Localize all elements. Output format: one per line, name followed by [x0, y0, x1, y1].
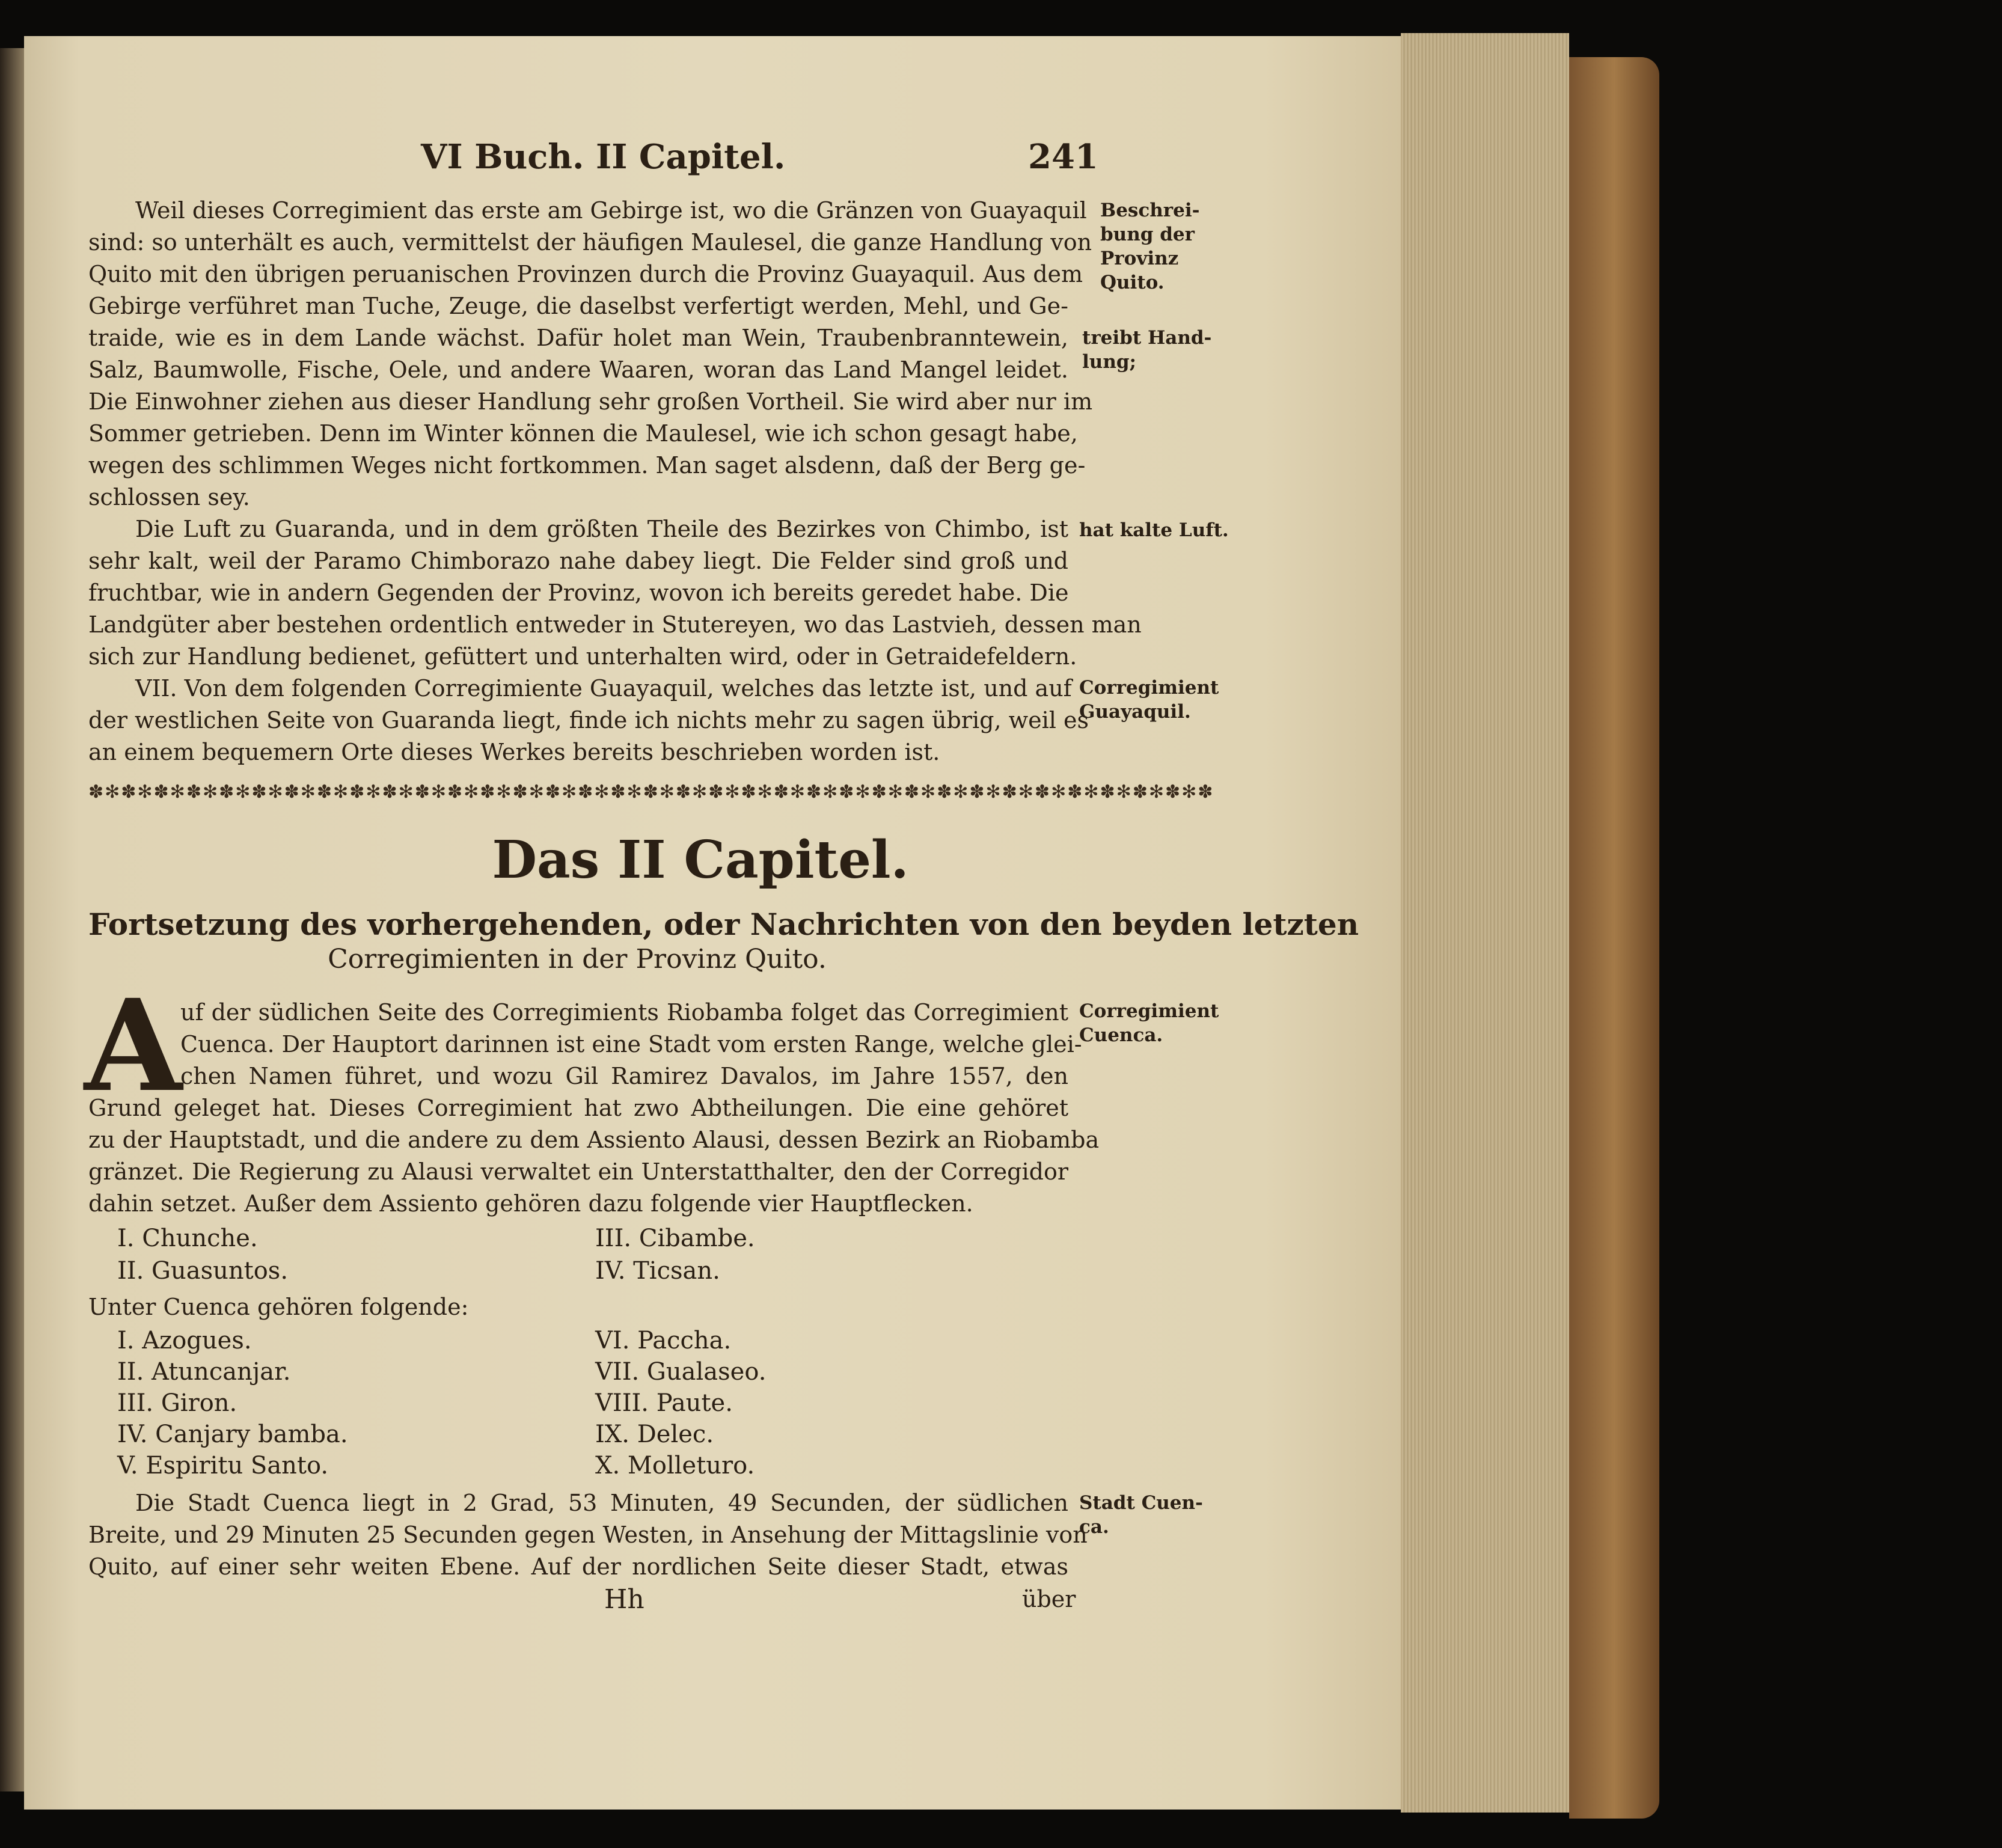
list-item: II. Guasuntos.	[117, 1257, 289, 1285]
text-line: sich zur Handlung bedienet, gefüttert und unterhalten wird, oder in Getraidefeldern.	[88, 643, 1077, 670]
text-line: Quito mit den übrigen peruanischen Provinzen durch die Provinz Guayaquil. Aus dem	[88, 261, 1083, 287]
sidenote-cuenca	[1079, 999, 1219, 1047]
ornamental-divider: ✽✻✽✻✽✻✽✻✽✻✽✻✽✻✽✻✽✻✽✻✽✻✽✻✽✻✽✻✽✻✽✻✽✻✽✻✽✻✽✻✽✻✽✻✽✻✽✻✽✻✽✻✽✻✽✻✽✻✽✻✽✻✽✻✽✻✽✻✽	[88, 782, 1214, 803]
sidenote-stadt-cuenca	[1079, 1491, 1203, 1539]
list-item: V. Espiritu Santo.	[117, 1452, 329, 1479]
text-line: Die Einwohner ziehen aus dieser Handlung sehr großen Vortheil. Sie wird aber nur im	[88, 388, 1093, 415]
sidenote-kalte-luft	[1079, 518, 1229, 542]
text-line: gränzet. Die Regierung zu Alausi verwaltet ein Unterstatthalter, den der Corregidor	[88, 1158, 1068, 1185]
text-line: Quito, auf einer sehr weiten Ebene. Auf der nordlichen Seite dieser Stadt, etwas	[88, 1553, 1068, 1580]
text-line: Weil dieses Corregimient das erste am Gebirge ist, wo die Gränzen von Guayaquil	[135, 197, 1087, 224]
sidenote-line: Beschrei-	[1100, 200, 1200, 221]
list-item: III. Cibambe.	[595, 1225, 755, 1252]
sidenote-line: Provinz	[1100, 248, 1179, 269]
signature-mark: Hh	[604, 1584, 644, 1615]
page-number: 241	[1028, 137, 1098, 177]
chapter-subtitle-continued: Corregimienten in der Provinz Quito.	[328, 944, 827, 974]
sidenote-line: lung;	[1082, 351, 1136, 373]
text-line: Gebirge verführet man Tuche, Zeuge, die daselbst verfertigt werden, Mehl, und Ge-	[88, 293, 1068, 319]
text-line: Salz, Baumwolle, Fische, Oele, und andere Waaren, woran das Land Mangel leidet.	[88, 356, 1068, 383]
sidenote-line: Corregimient	[1079, 677, 1219, 699]
list-item: X. Molleturo.	[595, 1452, 755, 1479]
previous-page-edge	[0, 48, 24, 1791]
text-line: Landgüter aber bestehen ordentlich entweder in Stutereyen, wo das Lastvieh, dessen man	[88, 611, 1142, 638]
sidenote-line: hat kalte Luft.	[1079, 519, 1229, 541]
text-line: schlossen sey.	[88, 484, 250, 510]
list-item: IX. Delec.	[595, 1421, 714, 1448]
chapter-subtitle: Fortsetzung des vorhergehenden, oder Nachrichten von den beyden letzten	[88, 907, 1359, 942]
text-line: Die Stadt Cuenca liegt in 2 Grad, 53 Minuten, 49 Secunden, der südlichen	[135, 1490, 1068, 1516]
sidenote-line: ca.	[1079, 1516, 1109, 1538]
sidenote-line: treibt Hand-	[1082, 327, 1212, 349]
sidenote-guayaquil	[1079, 676, 1219, 724]
text-line: Breite, und 29 Minuten 25 Secunden gegen Westen, in Ansehung der Mittagslinie von	[88, 1522, 1088, 1548]
text-line: Sommer getrieben. Denn im Winter können die Maulesel, wie ich schon gesagt habe,	[88, 420, 1078, 447]
text-line: traide, wie es in dem Lande wächst. Dafür holet man Wein, Traubenbranntewein,	[88, 325, 1068, 351]
text-line: sehr kalt, weil der Paramo Chimborazo nahe dabey liegt. Die Felder sind groß und	[88, 548, 1068, 574]
list-item: III. Giron.	[117, 1389, 237, 1417]
text-line: fruchtbar, wie in andern Gegenden der Provinz, wovon ich bereits geredet habe. Die	[88, 580, 1069, 606]
text-line: sind: so unterhält es auch, vermittelst der häufigen Maulesel, die ganze Handlung von	[88, 229, 1092, 255]
sidenote-handlung	[1082, 326, 1211, 374]
text-line: VII. Von dem folgenden Corregimiente Guayaquil, welches das letzte ist, und auf	[135, 675, 1072, 702]
sidenote-line: Quito.	[1100, 272, 1165, 293]
sidenote-line: Guayaquil.	[1079, 701, 1191, 723]
sidenote-line: bung der	[1100, 224, 1195, 245]
book-cover-edge	[1569, 57, 1659, 1819]
list-item: VIII. Paute.	[595, 1389, 733, 1417]
text-line: Cuenca. Der Hauptort darinnen ist eine Stadt vom ersten Range, welche glei-	[180, 1031, 1082, 1057]
chapter-title: Das II Capitel.	[492, 830, 909, 890]
sidenote-line: Cuenca.	[1079, 1024, 1163, 1046]
catchword: über	[1022, 1586, 1076, 1612]
text-line: Die Luft zu Guaranda, und in dem größten Theile des Bezirkes von Chimbo, ist	[135, 516, 1068, 542]
text-line: wegen des schlimmen Weges nicht fortkommen. Man saget alsdenn, daß der Berg ge-	[88, 452, 1086, 479]
text-line: dahin setzet. Außer dem Assiento gehören dazu folgende vier Hauptflecken.	[88, 1190, 973, 1217]
sidenote-beschreibung	[1100, 198, 1200, 295]
list-item: I. Azogues.	[117, 1327, 252, 1354]
sidenote-line: Corregimient	[1079, 1000, 1219, 1022]
text-line: an einem bequemern Orte dieses Werkes bereits beschrieben worden ist.	[88, 739, 940, 765]
running-head: VI Buch. II Capitel.	[421, 137, 786, 177]
text-line: chen Namen führet, und wozu Gil Ramirez Davalos, im Jahre 1557, den	[180, 1063, 1068, 1089]
text-line: der westlichen Seite von Guaranda liegt, finde ich nichts mehr zu sagen übrig, weil es	[88, 707, 1089, 733]
text-line: Grund geleget hat. Dieses Corregimient hat zwo Abtheilungen. Die eine gehöret	[88, 1095, 1068, 1121]
list-item: IV. Canjary bamba.	[117, 1421, 348, 1448]
page-fore-edge	[1401, 33, 1569, 1813]
text-line: uf der südlichen Seite des Corregimients Riobamba folget das Corregimient	[180, 999, 1068, 1026]
list-item: VI. Paccha.	[595, 1327, 732, 1354]
list-item: I. Chunche.	[117, 1225, 258, 1252]
text-line: Unter Cuenca gehören folgende:	[88, 1294, 469, 1320]
list-item: II. Atuncanjar.	[117, 1358, 291, 1386]
sidenote-line: Stadt Cuen-	[1079, 1492, 1203, 1514]
list-item: IV. Ticsan.	[595, 1257, 720, 1285]
list-item: VII. Gualaseo.	[595, 1358, 767, 1386]
text-line: zu der Hauptstadt, und die andere zu dem Assiento Alausi, dessen Bezirk an Riobamba	[88, 1127, 1100, 1153]
drop-cap: A	[84, 971, 182, 1120]
